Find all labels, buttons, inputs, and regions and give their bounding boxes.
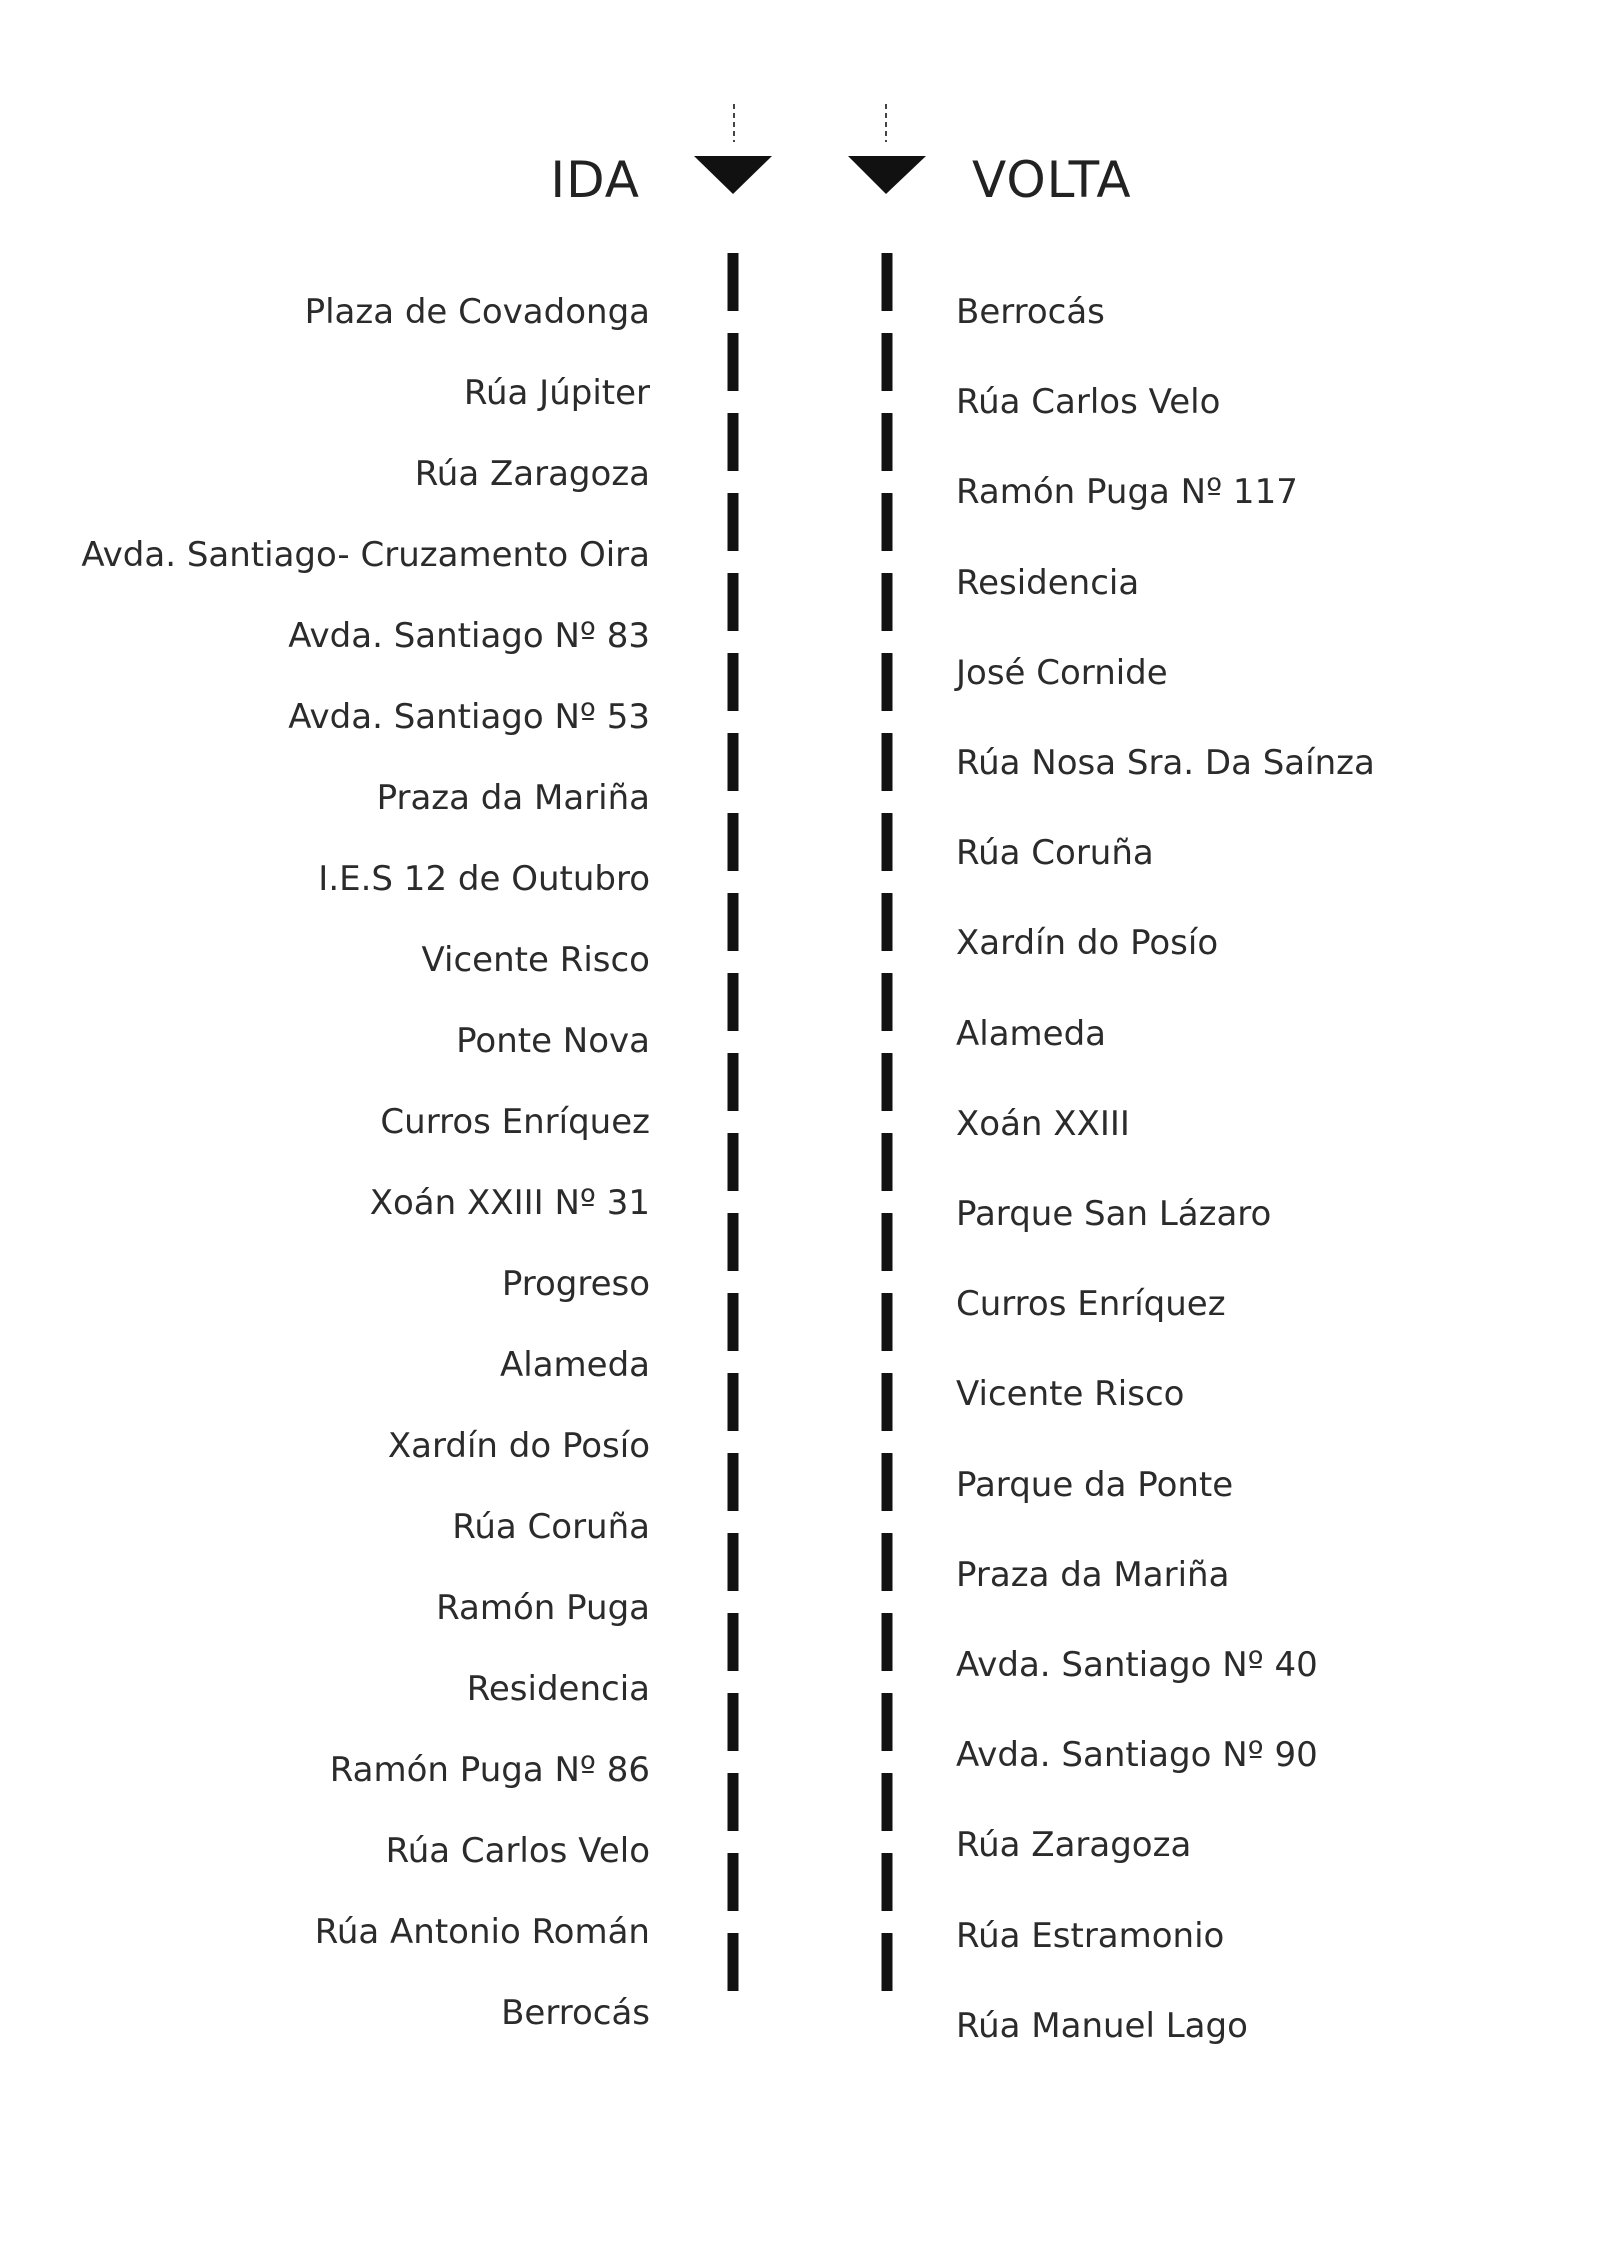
ida-stop: Rúa Zaragoza bbox=[414, 454, 650, 494]
ida-stop: Residencia bbox=[466, 1669, 650, 1709]
volta-stop: Rúa Carlos Velo bbox=[956, 382, 1221, 422]
volta-stop: Curros Enríquez bbox=[956, 1284, 1226, 1324]
volta-stop: Rúa Estramonio bbox=[956, 1916, 1225, 1956]
ida-stop: Avda. Santiago Nº 83 bbox=[288, 616, 650, 656]
volta-stop: Xardín do Posío bbox=[956, 923, 1219, 963]
volta-stop: Vicente Risco bbox=[956, 1374, 1185, 1414]
ida-stop: Rúa Carlos Velo bbox=[385, 1831, 650, 1871]
volta-stop: Rúa Coruña bbox=[956, 833, 1154, 873]
ida-stop: Rúa Antonio Román bbox=[314, 1912, 650, 1952]
ida-heading: IDA bbox=[550, 151, 640, 209]
volta-stop: Ramón Puga Nº 117 bbox=[956, 472, 1298, 512]
volta-stop: Rúa Manuel Lago bbox=[956, 2006, 1248, 2046]
ida-stop: Berrocás bbox=[501, 1993, 650, 2033]
volta-arrow-down-icon bbox=[848, 156, 926, 194]
ida-stop: Avda. Santiago- Cruzamento Oira bbox=[81, 535, 650, 575]
ida-stop: Rúa Coruña bbox=[452, 1507, 650, 1547]
ida-stop: Avda. Santiago Nº 53 bbox=[288, 697, 650, 737]
ida-stop: Ramón Puga Nº 86 bbox=[329, 1750, 650, 1790]
volta-stop: Avda. Santiago Nº 40 bbox=[956, 1645, 1318, 1685]
ida-arrow-down-icon bbox=[694, 156, 772, 194]
volta-stop: Praza da Mariña bbox=[956, 1555, 1230, 1595]
ida-stop: Xoán XXIII Nº 31 bbox=[369, 1183, 650, 1223]
volta-heading: VOLTA bbox=[972, 151, 1132, 209]
ida-stop: Curros Enríquez bbox=[380, 1102, 650, 1142]
ida-stop: Ponte Nova bbox=[456, 1021, 650, 1061]
volta-stop: Residencia bbox=[956, 563, 1140, 603]
ida-stop: Vicente Risco bbox=[421, 940, 650, 980]
ida-stop: Alameda bbox=[500, 1345, 650, 1385]
ida-stop: Praza da Mariña bbox=[376, 778, 650, 818]
volta-stop: Berrocás bbox=[956, 292, 1105, 332]
ida-stop: I.E.S 12 de Outubro bbox=[318, 859, 650, 899]
volta-stop: Avda. Santiago Nº 90 bbox=[956, 1735, 1318, 1775]
volta-stop: Rúa Zaragoza bbox=[956, 1825, 1192, 1865]
ida-stop: Rúa Júpiter bbox=[463, 373, 650, 413]
ida-stop: Ramón Puga bbox=[436, 1588, 650, 1628]
ida-stop: Xardín do Posío bbox=[387, 1426, 650, 1466]
volta-stop: Alameda bbox=[956, 1014, 1106, 1054]
volta-stop: Xoán XXIII bbox=[956, 1104, 1130, 1144]
volta-stop: José Cornide bbox=[956, 653, 1168, 693]
volta-stop: Parque San Lázaro bbox=[956, 1194, 1272, 1234]
volta-stop: Parque da Ponte bbox=[956, 1465, 1234, 1505]
ida-stop: Plaza de Covadonga bbox=[304, 292, 650, 332]
ida-stop: Progreso bbox=[501, 1264, 650, 1304]
volta-stop: Rúa Nosa Sra. Da Saínza bbox=[956, 743, 1375, 783]
